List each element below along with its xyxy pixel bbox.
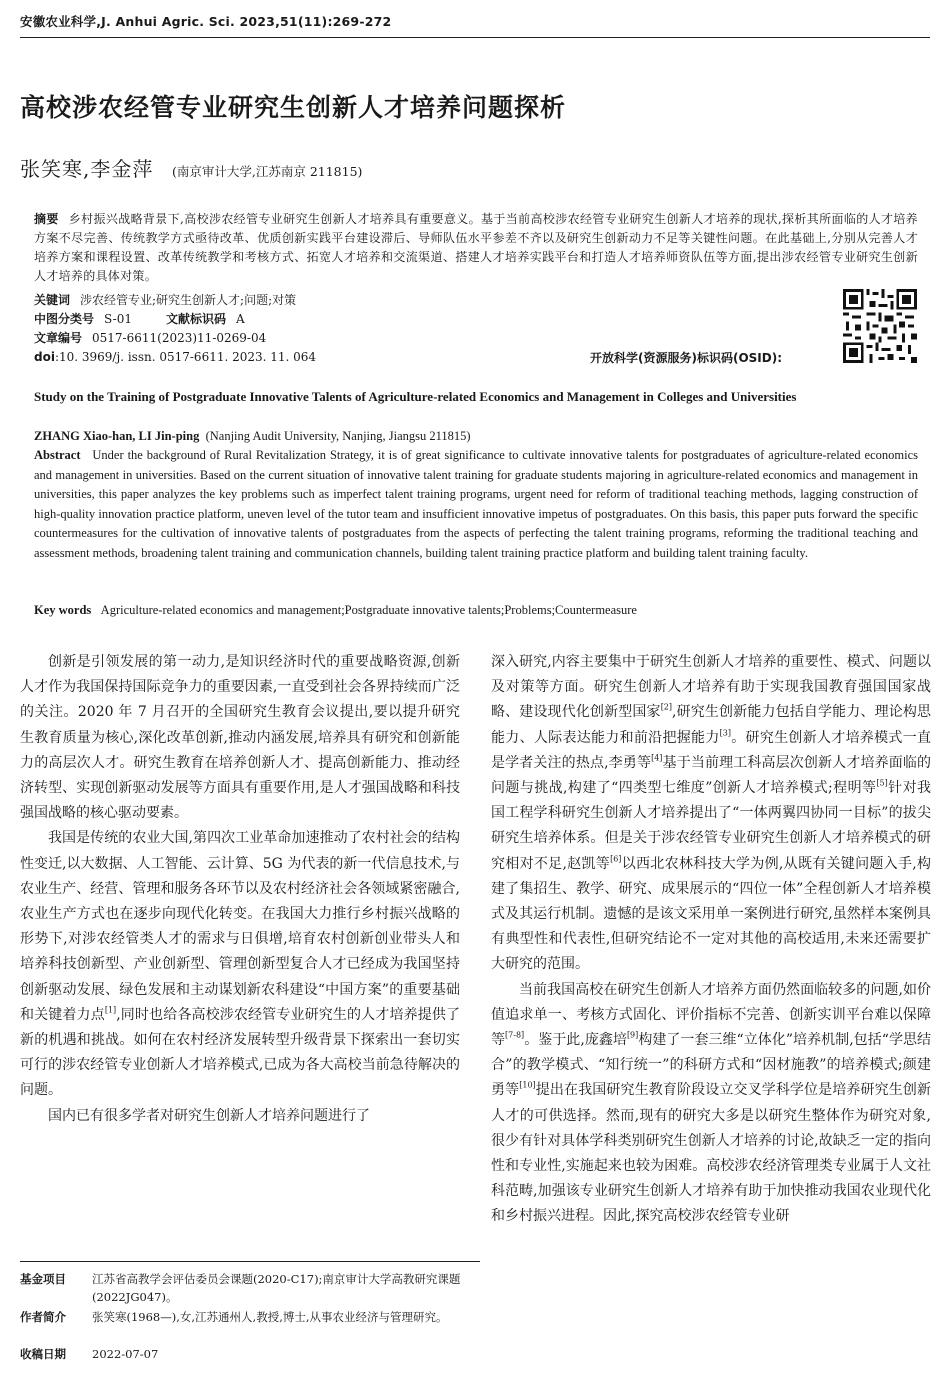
english-title: Study on the Training of Postgraduate Innovative Talents of Agriculture-related Economics and Management in Colleges and Universities	[34, 389, 797, 404]
fund-text: 江苏省高教学会评估委员会课题(2020-C17);南京审计大学高教研究课题(2022JG047)。	[92, 1272, 461, 1304]
citation[interactable]: [2]	[660, 703, 673, 713]
classification	[34, 310, 245, 329]
english-keywords-text: Agriculture-related economics and management;Postgraduate innovative talents;Problems;Countermeasure	[100, 603, 637, 617]
footnote-author	[20, 1309, 470, 1327]
osid-label: 开放科学(资源服务)标识码(OSID):	[590, 351, 783, 365]
keywords-zh-label: 关键词	[34, 293, 71, 307]
body-paragraph: 我国是传统的农业大国,第四次工业革命加速推动了农村社会的结构性变迁,以大数据、人工智能、云计算、5G 为代表的新一代信息技术,与农业生产、经营、管理和服务各环节以及农村经济社会各领域紧密融合,农业生产方式也在逐步向现代化转变。在我国大力推行乡村振兴战略的形势下,对涉农经管类人才的需求与日俱增,培育农村创新创业带头人和培养科技创新型、产业创新型、管理创新型复合人才已经成为我国坚持创新驱动发展、绿色发展和主动谋划新农科建设“中国方案”的重要基础和关键着力点[1],同时也给各高校涉农经管专业研究生的人才培养提供了新的机遇和挑战。如何在农村经济发展转型升级背景下探索出一套切实可行的涉农经管专业创新人才培养模式,已成为各大高校当前急待解决的问题。	[20, 830, 460, 1099]
article-number-label: 文章编号	[34, 331, 83, 345]
body-column-left	[20, 650, 460, 1129]
citation[interactable]: [3]	[719, 728, 731, 738]
affiliation: (南京审计大学,江苏南京 211815)	[172, 164, 363, 179]
footnote-rule	[20, 1261, 480, 1262]
fund-label: 基金项目	[20, 1272, 66, 1286]
doc-code-label: 文献标识码	[166, 312, 227, 326]
authors: 张笑寒,李金萍	[20, 157, 154, 181]
citation[interactable]: [7-8]	[505, 1030, 525, 1040]
citation[interactable]: [6]	[610, 854, 622, 864]
abstract-zh-label: 摘要	[34, 212, 59, 226]
english-abstract	[34, 446, 918, 563]
paper-title: 高校涉农经管专业研究生创新人才培养问题探析	[20, 93, 567, 122]
english-authors: ZHANG Xiao-han, LI Jin-ping	[34, 429, 200, 443]
english-abstract-label: Abstract	[34, 448, 81, 462]
article-number-value: 0517-6611(2023)11-0269-04	[92, 331, 267, 345]
body-paragraph: 当前我国高校在研究生创新人才培养方面仍然面临较多的问题,如价值追求单一、考核方式固化、评价指标不完善、创新实训平台难以保障等[7-8]。鉴于此,庞鑫培[9]构建了一套三维“立体化”培养机制,包括“学思结合”的教学模式、“知行统一”的科研方式和“因材施教”的培养模式;颜建勇等[10]提出在我国研究生教育阶段设立交叉学科学位是培养研究生创新人才的可供选择。然而,现有的研究大多是以研究生整体作为研究对象,很少有针对具体学科类别研究生创新人才培养的讨论,故缺乏一定的指向性和专业性,实施起来也较为困难。高校涉农经济管理类专业属于人文社科范畴,加强该专业研究生创新人才培养有助于加快推动我国农业现代化和乡村振兴进程。因此,探究高校涉农经管专业研	[491, 981, 932, 1225]
doi	[34, 348, 316, 367]
english-keywords	[34, 601, 918, 621]
doc-code-value: A	[236, 312, 245, 326]
english-authors-line	[34, 427, 918, 447]
keywords-zh-text: 涉农经管专业;研究生创新人才;问题;对策	[80, 293, 297, 307]
abstract-zh-text: 乡村振兴战略背景下,高校涉农经管专业研究生创新人才培养具有重要意义。基于当前高校涉农经管专业研究生创新人才培养的现状,探析其所面临的人才培养方案不尽完善、传统教学方式亟待改革、优质创新实践平台建设滞后、导师队伍水平参差不齐以及研究生创新动力不足等关键性问题。在此基础上,分别从完善人才培养方案和课程设置、改革传统教学和考核方式、拓宽人才培养和交流渠道、搭建人才培养实践平台和打造人才培养师资队伍等方面,提出涉农经管专业研究生创新人才培养的具体对策。	[34, 212, 918, 283]
body-paragraph: 深入研究,内容主要集中于研究生创新人才培养的重要性、模式、问题以及对策等方面。研究生创新人才培养有助于实现我国教育强国国家战略、建设现代化创新型国家[2],研究生创新能力包括自学能力、理论构思能力、人际表达能力和前沿把握能力[3]。研究生创新人才培养模式一直是学者关注的热点,李勇等[4]基于当前理工科高层次创新人才培养面临的问题与挑战,构建了“四类型七维度”创新人才培养模式;程明等[5]针对我国工程学科研究生创新人才培养提出了“一体两翼四协同一目标”的拔尖研究生培养体系。但是关于涉农经管专业研究生创新人才培养模式的研究相对不足,赵凯等[6]以西北农林科技大学为例,从既有关键问题入手,构建了集招生、教学、研究、成果展示的“四位一体”全程创新人才培养模式及其运行机制。遗憾的是该文采用单一案例进行研究,虽然样本案例具有典型性和代表性,但研究结论不一定对其他的高校适用,未来还需要扩大研究的范围。	[491, 654, 932, 973]
body-paragraph: 国内已有很多学者对研究生创新人才培养问题进行了	[48, 1107, 370, 1124]
citation[interactable]: [1]	[104, 1005, 117, 1015]
keywords-zh	[34, 291, 296, 310]
footnote-received	[20, 1346, 470, 1364]
received-label: 收稿日期	[20, 1347, 66, 1361]
body-column-right	[491, 650, 931, 1230]
received-date: 2022-07-07	[92, 1347, 159, 1361]
citation[interactable]: [5]	[876, 778, 888, 788]
footnote-fund	[20, 1271, 470, 1306]
english-affiliation: (Nanjing Audit University, Nanjing, Jiangsu 211815)	[205, 429, 471, 443]
article-number	[34, 329, 266, 348]
citation[interactable]: [4]	[651, 753, 663, 763]
citation[interactable]: [10]	[519, 1081, 536, 1091]
classification-label: 中图分类号	[34, 312, 95, 326]
header-rule	[20, 37, 930, 38]
english-abstract-text: Under the background of Rural Revitalization Strategy, it is of great significance to cultivate innovative talents for postgraduates of agriculture-related economics and management in universities. Based on the current situation of innovative talent training for graduate students majoring in agriculture-related economics and management in universities, this paper analyzes the key problems such as imperfect talent training programs, urgent need for reform of traditional teaching methods, lagging construction of high-quality innovation practice platform, uneven level of the tutor team and insufficient innovative impetus of postgraduates. On this basis, this paper puts forward the specific countermeasures for the cultivation of innovative talents of postgraduates from the aspects of perfecting the talent training programs, reforming the traditional teaching and assessment methods, broadening talent training and communication channels, building talent training practice platform and building talent training faculty.	[34, 448, 919, 560]
citation[interactable]: [9]	[626, 1030, 639, 1040]
qr-code-icon[interactable]	[843, 289, 917, 363]
classification-value: S-01	[104, 312, 132, 326]
running-head: 安徽农业科学,J. Anhui Agric. Sci. 2023,51(11):269-272	[20, 14, 392, 29]
author-bio-label: 作者简介	[20, 1310, 66, 1324]
english-keywords-label: Key words	[34, 603, 92, 617]
doi-label: doi	[34, 350, 55, 364]
body-paragraph: 创新是引领发展的第一动力,是知识经济时代的重要战略资源,创新人才作为我国保持国际竞争力的重要因素,一直受到社会各界持续而广泛的关注。2020 年 7 月召开的全国研究生教育会议提出,要以提升研究生教育质量为核心,深化改革创新,推动内涵发展,培养具有研究和创新能力的高层次人才。研究生教育在培养创新人才、提高创新能力、推动经济转型、实现创新驱动发展等方面具有重要作用,是人才强国战略和科技强国战略的核心驱动要素。	[20, 654, 460, 822]
author-bio-text: 张笑寒(1968—),女,江苏通州人,教授,博士,从事农业经济与管理研究。	[92, 1310, 448, 1324]
abstract-zh	[34, 210, 918, 286]
doi-value: :10. 3969/j. issn. 0517-6611. 2023. 11. 064	[54, 350, 317, 364]
